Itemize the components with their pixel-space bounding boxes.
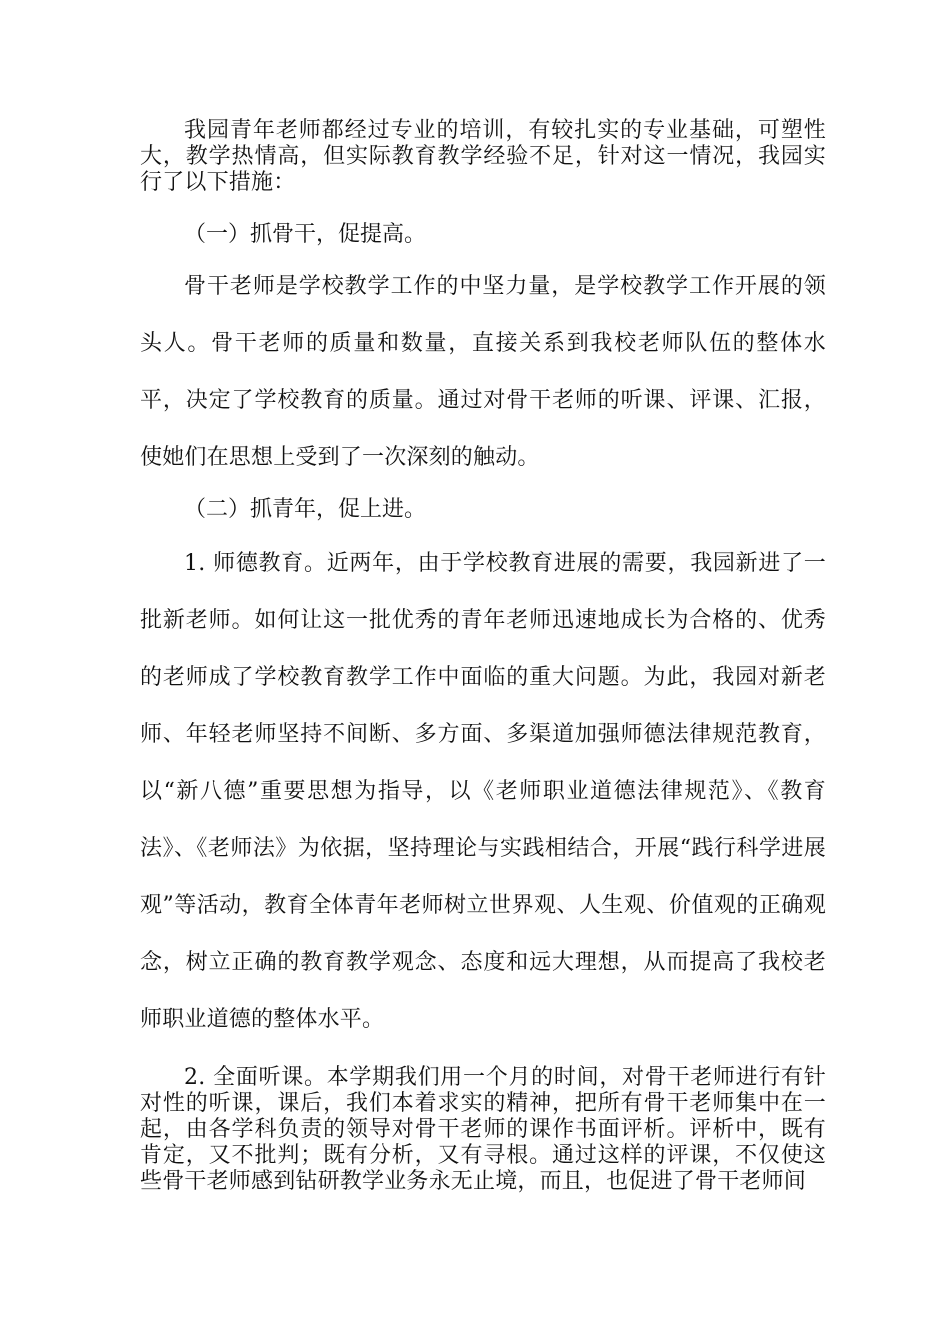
section-1-heading: （一）抓骨干，促提高。 — [184, 222, 427, 247]
item-2-paragraph: 2. 全面听课。本学期我们用一个月的时间，对骨干老师进行有针对性的听课，课后，我们本着求实的精神，把所有骨干老师集中在一起，由各学科负责的领导对骨干老师的课作书面评析。评析中，既有肯定，又不批判；既有分析，又有寻根。通过这样的评课，不仅使这些骨干老师感到钻研教学业务永无止境，而且，也促进了骨干老师间 — [140, 1065, 826, 1194]
intro-paragraph: 我园青年老师都经过专业的培训，有较扎实的专业基础，可塑性大，教学热情高，但实际教育教学经验不足，针对这一情况，我园实行了以下措施： — [140, 118, 826, 195]
item-1-paragraph: 1. 师德教育。近两年，由于学校教育进展的需要，我园新进了一批新老师。如何让这一批优秀的青年老师迅速地成长为合格的、优秀的老师成了学校教育教学工作中面临的重大问题。为此，我园对新老师、年轻老师坚持不间断、多方面、多渠道加强师德法律规范教育，以“新八德”重要思想为指导，以《老师职业道德法律规范》、《教育法》、《老师法》为依据，坚持理论与实践相结合，开展“践行科学进展观”等活动，教育全体青年老师树立世界观、人生观、价值观的正确观念，树立正确的教育教学观念、态度和远大理想，从而提高了我校老师职业道德的整体水平。 — [140, 551, 826, 1032]
section-1-paragraph: 骨干老师是学校教学工作的中坚力量，是学校教学工作开展的领头人。骨干老师的质量和数量，直接关系到我校老师队伍的整体水平，决定了学校教育的质量。通过对骨干老师的听课、评课、汇报，使她们在思想上受到了一次深刻的触动。 — [140, 274, 826, 470]
section-2-heading: （二）抓青年，促上进。 — [184, 497, 427, 522]
